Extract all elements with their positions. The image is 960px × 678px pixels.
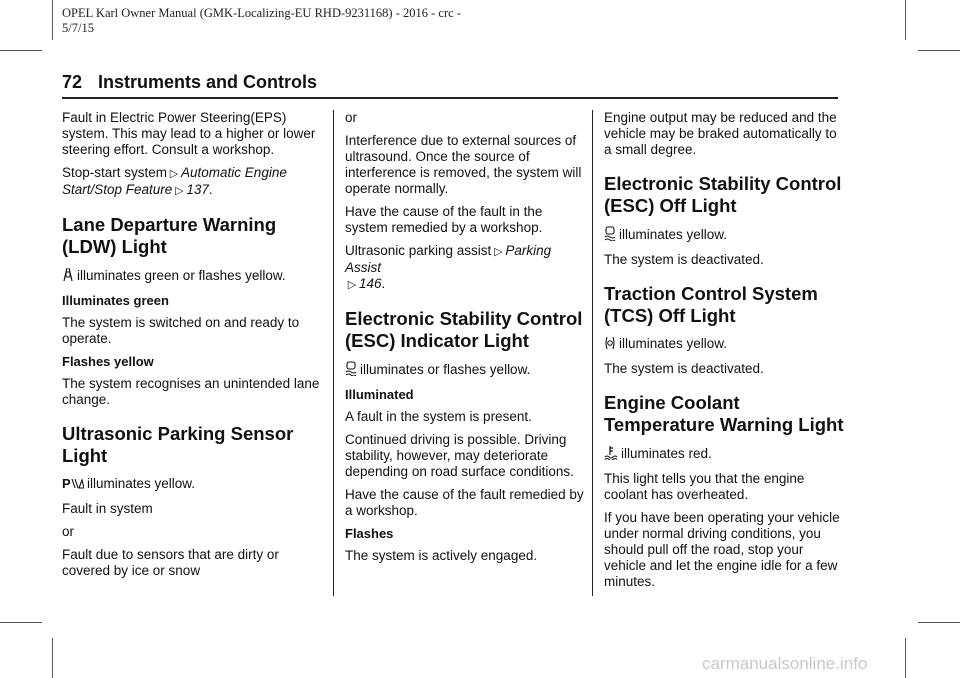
parking-sensor-icon	[62, 476, 84, 494]
tcs-description: illuminates yellow.	[604, 336, 844, 354]
continued-driving-text: Continued driving is possible. Driving stability, however, may deteriorate depending on road surface conditions.	[345, 432, 574, 479]
engaged-text: The system is actively engaged.	[345, 548, 538, 563]
reference-arrow-icon: ▷	[494, 246, 503, 258]
column-3	[604, 110, 844, 597]
ldw-heading: Lane Departure Warning (LDW) Light	[62, 214, 277, 257]
usp-or: or	[62, 524, 75, 539]
page-number: 72	[62, 72, 83, 92]
remedy-workshop-text: Have the cause of the fault in the system remedied by a workshop.	[345, 204, 543, 235]
tcs-off-icon	[604, 336, 616, 354]
reference-arrow-icon: ▷	[169, 168, 179, 180]
crop-mark	[918, 50, 960, 51]
crop-mark	[0, 622, 42, 623]
header-line-1: OPEL Karl Owner Manual (GMK-Localizing-EU RHD-9231168) - 2016 - crc -	[62, 6, 461, 20]
usp-heading: Ultrasonic Parking Sensor Light	[62, 423, 294, 466]
svg-text:P: P	[62, 476, 71, 490]
page-heading	[62, 72, 317, 93]
column-divider	[333, 110, 334, 596]
heading-rule	[62, 97, 838, 99]
xref-link[interactable]: Parking Assist	[345, 243, 552, 275]
engine-output-text: Engine output may be reduced and the vehicle may be braked automatically to a small degree.	[604, 110, 837, 157]
esc-illuminated-subheading: Illuminated	[345, 387, 414, 402]
xref-link[interactable]: Automatic Engine Start/Stop Feature	[62, 165, 287, 197]
crop-mark	[52, 0, 53, 40]
esc-flashes-subheading: Flashes	[345, 526, 394, 541]
xref-page[interactable]: 137	[186, 182, 209, 197]
upa-ref: Ultrasonic parking assist ▷ Parking Assist ▷ 146.	[345, 243, 552, 291]
esc-description: illuminates or flashes yellow.	[345, 361, 585, 380]
header-line-2: 5/7/15	[62, 21, 94, 35]
esc-off-deactivated: The system is deactivated.	[604, 252, 764, 267]
esc-off-description: illuminates yellow.	[604, 226, 844, 245]
or-text: or	[345, 110, 358, 125]
usp-fault-2: Fault due to sensors that are dirty or covered by ice or snow	[62, 547, 279, 578]
usp-fault: Fault in system	[62, 501, 153, 516]
ldw-description: illuminates green or flashes yellow.	[62, 267, 324, 286]
interference-text: Interference due to external sources of ultrasound. Once the source of interference is removed, the system will operate normally.	[345, 133, 582, 196]
coolant-temp-icon	[604, 445, 618, 464]
ldw-green-subheading: Illuminates green	[62, 293, 169, 308]
tcs-deactivated: The system is deactivated.	[604, 361, 764, 376]
crop-mark	[905, 0, 906, 40]
reference-arrow-icon: ▷	[347, 279, 357, 291]
tcs-heading: Traction Control System (TCS) Off Light	[604, 283, 818, 326]
usp-description: P illuminates yellow.	[62, 476, 324, 494]
xref-page[interactable]: 146	[359, 276, 382, 291]
esc-heading: Electronic Stability Control (ESC) Indicator Light	[345, 308, 583, 351]
column-divider	[592, 110, 593, 596]
watermark: carmanualsonline.info	[702, 654, 868, 673]
ldw-green-text: The system is switched on and ready to operate.	[62, 315, 300, 346]
crop-mark	[918, 622, 960, 623]
page-title: Instruments and Controls	[98, 72, 318, 92]
crop-mark	[52, 638, 53, 678]
document-header	[62, 6, 622, 36]
fault-present-text: A fault in the system is present.	[345, 409, 532, 424]
column-2	[345, 110, 585, 571]
lane-departure-icon	[62, 267, 74, 286]
ldw-yellow-subheading: Flashes yellow	[62, 354, 154, 369]
remedy-text: Have the cause of the fault remedied by a workshop.	[345, 487, 584, 518]
stopstart-ref: Stop-start system ▷ Automatic Engine Start/Stop Feature ▷ 137.	[62, 165, 287, 197]
crop-mark	[905, 638, 906, 678]
esc-off-heading: Electronic Stability Control (ESC) Off Light	[604, 173, 842, 216]
column-1	[62, 110, 324, 586]
coolant-instructions: If you have been operating your vehicle under normal driving conditions, you should pull off the road, stop your vehicle and let the engine idle for a few minutes.	[604, 510, 840, 589]
eps-fault-text: Fault in Electric Power Steering(EPS) system. This may lead to a higher or lower steering effort. Consult a workshop.	[62, 110, 316, 157]
coolant-heading: Engine Coolant Temperature Warning Light	[604, 392, 844, 435]
coolant-description: illuminates red.	[604, 445, 844, 464]
coolant-overheated: This light tells you that the engine coolant has overheated.	[604, 471, 805, 502]
crop-mark	[0, 50, 42, 51]
ldw-yellow-text: The system recognises an unintended lane change.	[62, 376, 320, 407]
esc-car-icon	[345, 361, 357, 380]
reference-arrow-icon: ▷	[175, 185, 184, 197]
esc-car-icon	[604, 226, 616, 245]
